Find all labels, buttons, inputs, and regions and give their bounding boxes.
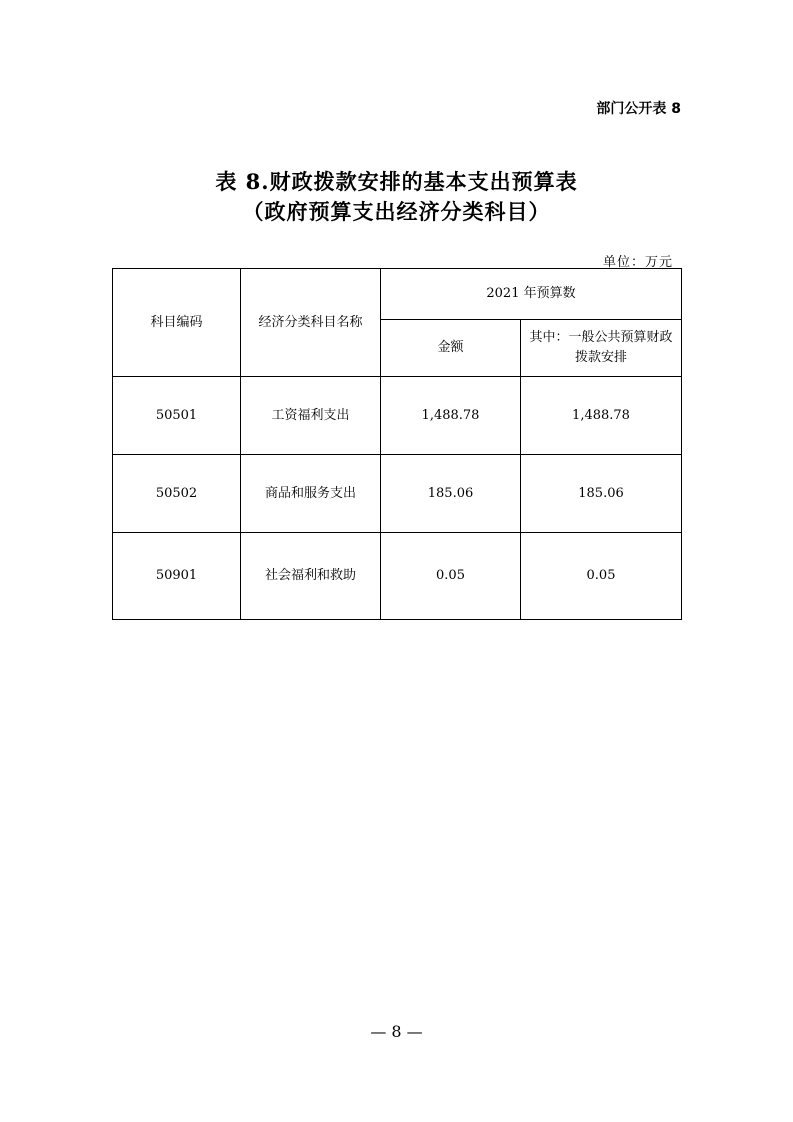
page-label: 部门公开表 8	[596, 101, 681, 117]
table-header-row	[113, 269, 682, 320]
cell-general: 0.05	[521, 533, 682, 620]
header-name: 经济分类科目名称	[241, 269, 381, 377]
header-budget-group: 2021 年预算数	[381, 269, 682, 320]
cell-code: 50501	[113, 377, 241, 455]
page-title: 表 8.财政拨款安排的基本支出预算表	[215, 169, 578, 194]
cell-code: 50901	[113, 533, 241, 620]
cell-general: 1,488.78	[521, 377, 682, 455]
table-row	[113, 455, 682, 533]
cell-name: 工资福利支出	[241, 377, 381, 455]
cell-amount: 0.05	[381, 533, 521, 620]
page-number: — 8 —	[370, 1022, 423, 1041]
cell-general: 185.06	[521, 455, 682, 533]
cell-code: 50502	[113, 455, 241, 533]
header-amount: 金额	[381, 320, 521, 377]
budget-table	[112, 268, 682, 620]
cell-name: 商品和服务支出	[241, 455, 381, 533]
cell-name: 社会福利和救助	[241, 533, 381, 620]
unit-label: 单位：万元	[602, 255, 673, 270]
table-row	[113, 377, 682, 455]
cell-amount: 185.06	[381, 455, 521, 533]
table-row	[113, 533, 682, 620]
page-subtitle: （政府预算支出经济分类科目）	[242, 199, 551, 224]
cell-amount: 1,488.78	[381, 377, 521, 455]
header-general-budget: 其中：一般公共预算财政拨款安排	[521, 320, 682, 377]
header-code: 科目编码	[113, 269, 241, 377]
